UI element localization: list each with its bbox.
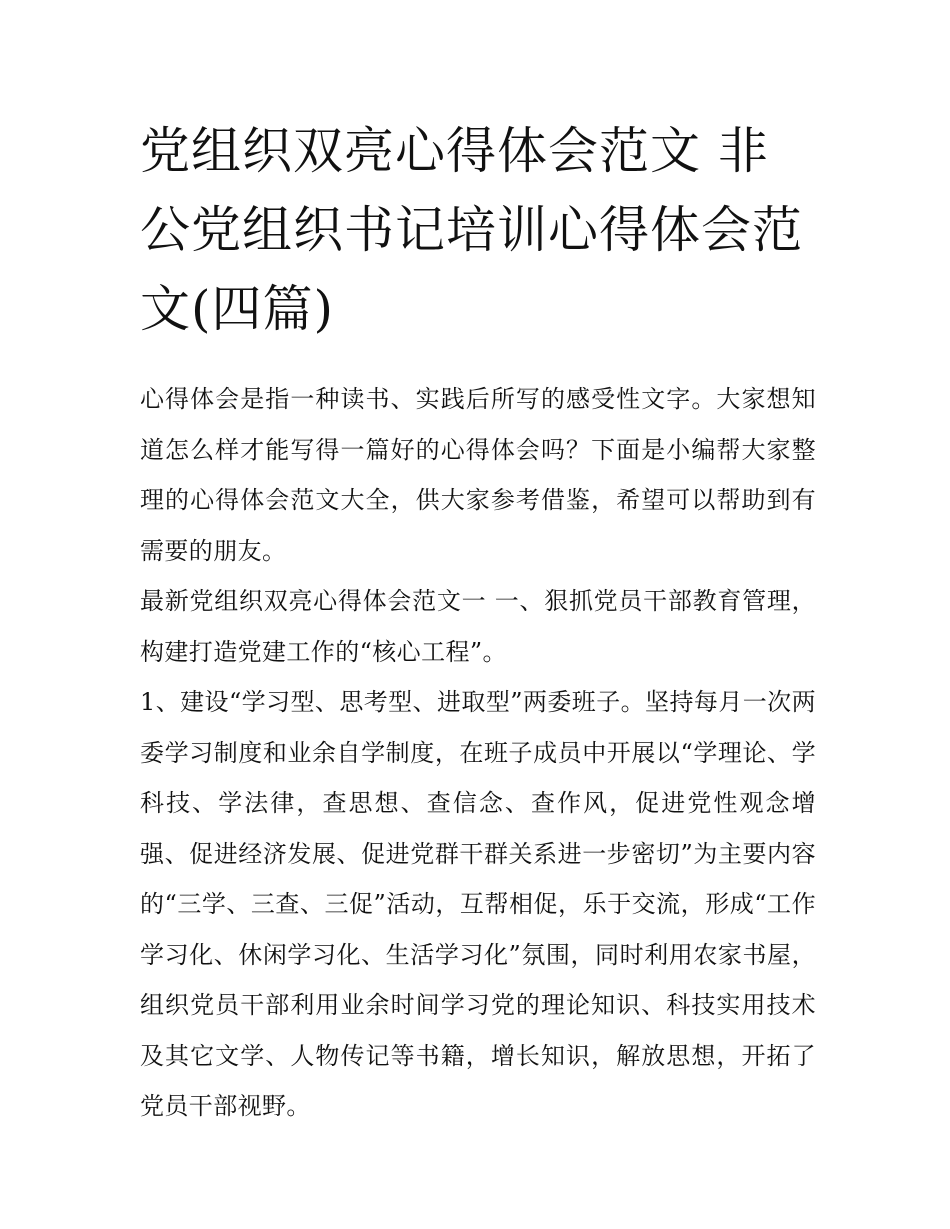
document-title: 党组织双亮心得体会范文 非公党组织书记培训心得体会范文(四篇) — [140, 122, 803, 338]
paragraph-intro: 心得体会是指一种读书、实践后所写的感受性文字。大家想知道怎么样才能写得一篇好的心得体会吗？下面是小编帮大家整理的心得体会范文大全，供大家参考借鉴，希望可以帮助到有需要的朋友。 — [140, 385, 816, 565]
document-body — [140, 374, 816, 1132]
document-page — [140, 112, 816, 1132]
paragraph-item-1: 1、建设“学习型、思考型、进取型”两委班子。坚持每月一次两委学习制度和业余自学制度，在班子成员中开展以“学理论、学科技、学法律，查思想、查信念、查作风，促进党性观念增强、促进经济发展、促进党群干群关系进一步密切”为主要内容的“三学、三查、三促”活动，互帮相促，乐于交流，形成“工作学习化、休闲学习化、生活学习化”氛围，同时利用农家书屋，组织党员干部利用业余时间学习党的理论知识、科技实用技术及其它文学、人物传记等书籍，增长知识，解放思想，开拓了党员干部视野。 — [140, 688, 816, 1120]
paragraph-section-heading: 最新党组织双亮心得体会范文一 一、狠抓党员干部教育管理，构建打造党建工作的“核心工程”。 — [140, 587, 816, 666]
